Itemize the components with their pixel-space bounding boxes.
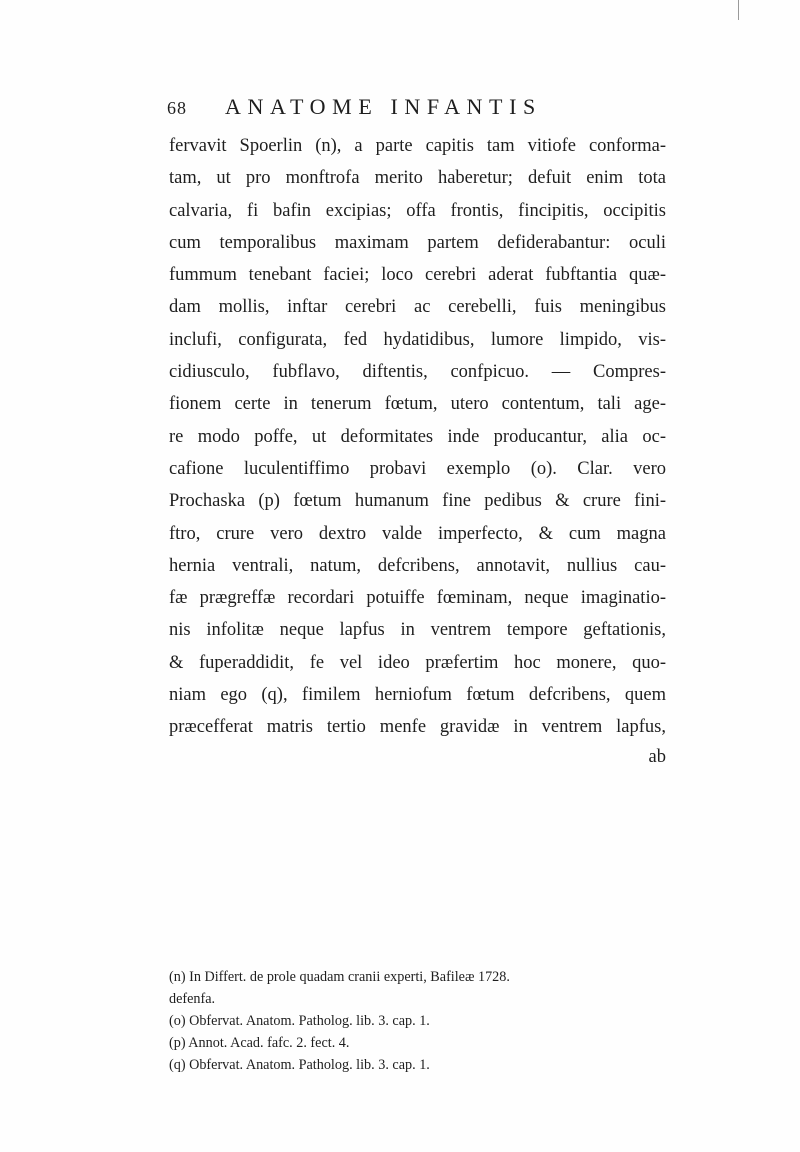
footnote-p: (p) Annot. Acad. fafc. 2. fect. 4. xyxy=(169,1035,350,1051)
page-edge-mark xyxy=(738,0,739,20)
text-line: cum temporalibus maximam partem defiderabantur: oculi xyxy=(169,232,666,253)
text-line: dam mollis, inftar cerebri ac cerebelli, fuis meningibus xyxy=(169,297,666,318)
text-line: tam, ut pro monftrofa merito haberetur; defuit enim tota xyxy=(169,168,666,189)
running-title: ANATOME INFANTIS xyxy=(225,94,542,119)
catchword: ab xyxy=(648,746,666,767)
footnotes xyxy=(169,966,669,1076)
text-line: niam ego (q), fimilem herniofum fœtum defcribens, quem xyxy=(169,685,666,706)
text-line: Prochaska (p) fœtum humanum fine pedibus & crure fini- xyxy=(169,491,666,512)
text-line: fervavit Spoerlin (n), a parte capitis tam vitiofe conforma- xyxy=(169,136,666,156)
page-number: 68 xyxy=(167,98,187,118)
footnote-n: (n) In Differt. de prole quadam cranii experti, Bafileæ 1728. xyxy=(169,969,510,985)
text-line: nis infolitæ neque lapfus in ventrem tempore geftationis, xyxy=(169,620,666,641)
text-line: fionem certe in tenerum fœtum, utero contentum, tali age- xyxy=(169,394,666,415)
text-line: hernia ventrali, natum, defcribens, annotavit, nullius cau- xyxy=(169,555,666,576)
page-header xyxy=(167,94,667,130)
text-line: re modo poffe, ut deformitates inde producantur, alia oc- xyxy=(169,426,666,447)
footnote-o: (o) Obfervat. Anatom. Patholog. lib. 3. cap. 1. xyxy=(169,1013,430,1029)
text-line: cafione luculentiffimo probavi exemplo (o). Clar. vero xyxy=(169,458,666,479)
text-line: fummum tenebant faciei; loco cerebri aderat fubftantia quæ- xyxy=(169,265,666,286)
text-line: calvaria, fi bafin excipias; offa frontis, fincipitis, occipitis xyxy=(169,200,666,221)
text-line: ftro, crure vero dextro valde imperfecto, & cum magna xyxy=(169,523,666,544)
text-line: fæ prægreffæ recordari potuiffe fœminam, neque imaginatio- xyxy=(169,588,666,609)
text-line: inclufi, configurata, fed hydatidibus, lumore limpido, vis- xyxy=(169,329,666,350)
text-line: & fuperaddidit, fe vel ideo præfertim hoc monere, quo- xyxy=(169,652,666,673)
text-line: præcefferat matris tertio menfe gravidæ in ventrem lapfus, xyxy=(169,717,666,738)
footnote-n-continued: defenfa. xyxy=(169,991,216,1007)
footnote-q: (q) Obfervat. Anatom. Patholog. lib. 3. cap. 1. xyxy=(169,1057,430,1073)
body-text xyxy=(169,130,666,770)
text-line: cidiusculo, fubflavo, diftentis, confpicuo. — Compres- xyxy=(169,362,666,383)
